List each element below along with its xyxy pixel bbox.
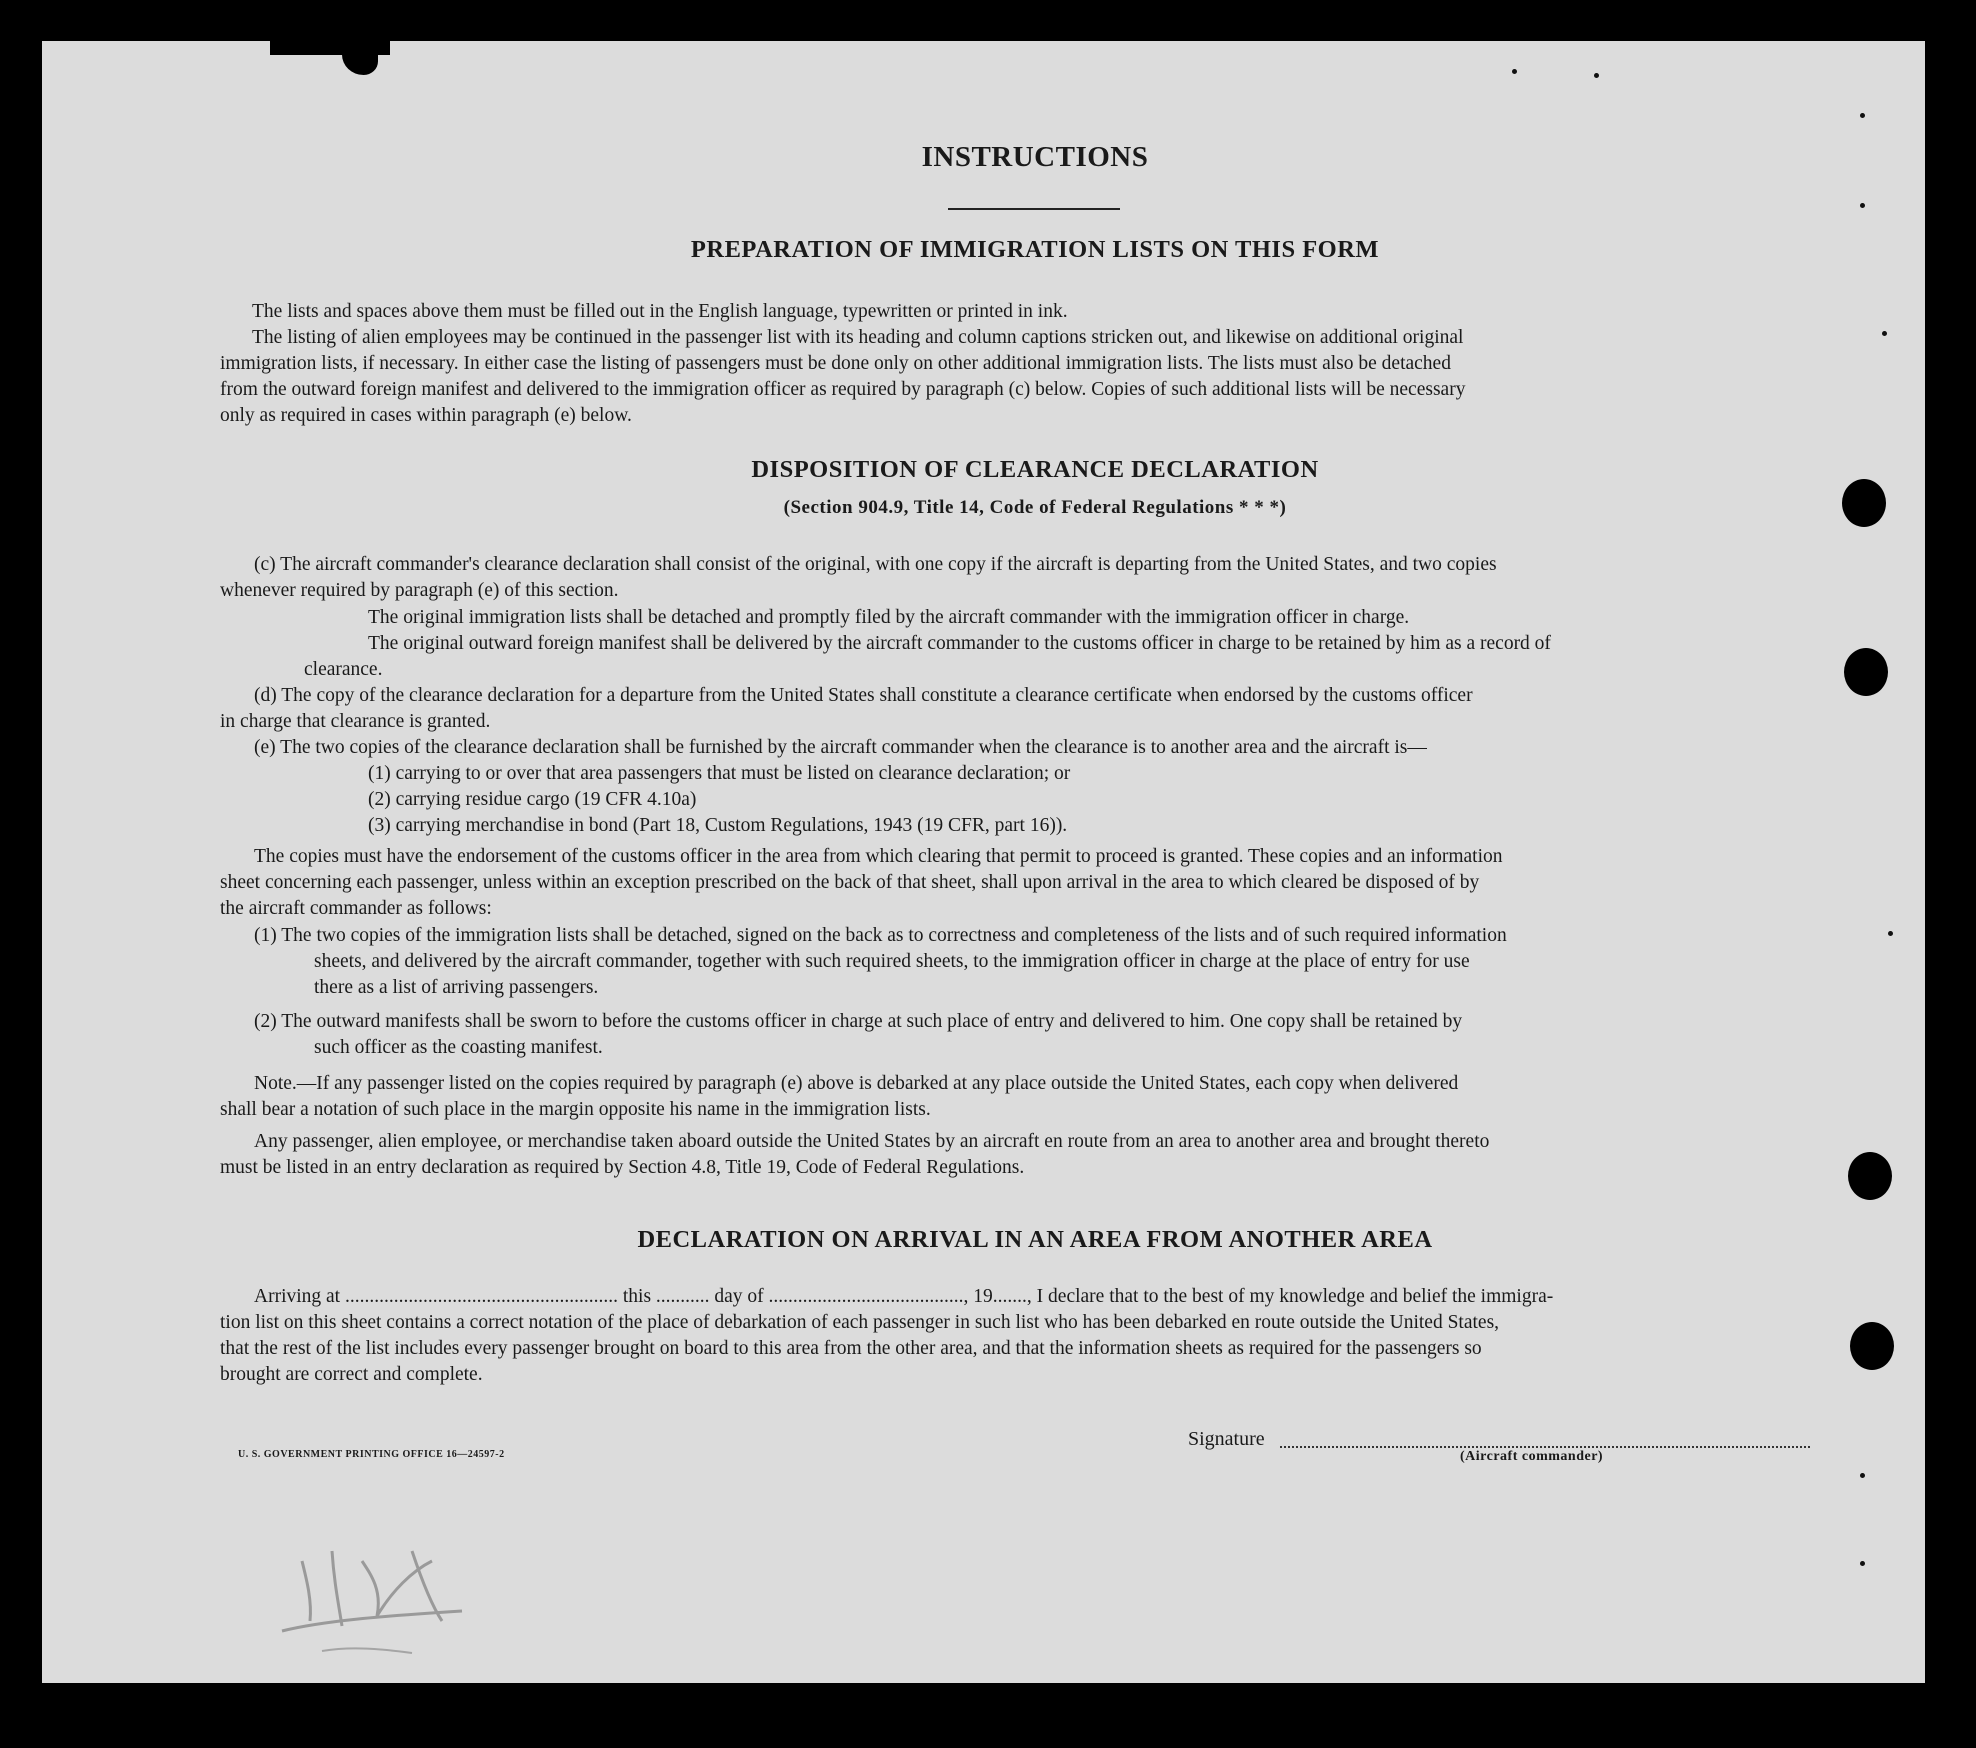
paragraph-c-immigration: The original immigration lists shall be detached and promptly filed by the aircraft commander with the immigration officer in charge. [368,607,1410,628]
paragraph-c [220,552,1812,604]
paragraph-copies [220,844,1812,922]
text-line: brought are correct and complete. [220,1364,483,1385]
text-line: The listing of alien employees may be continued in the passenger list with its heading and column captions stricken out, and likewise on additional original [252,327,1464,348]
paragraph-c-manifest [304,631,1812,683]
section3-heading: DECLARATION ON ARRIVAL IN AN AREA FROM ANOTHER AREA [637,1226,1433,1253]
text-line: The copies must have the endorsement of the customs officer in the area from which clearing that permit to proceed is granted. These copies and an information [254,846,1503,867]
text-line: clearance. [304,659,383,680]
text-line: The original outward foreign manifest shall be delivered by the aircraft commander to the customs officer in charge to be retained by him as a record of [368,633,1551,654]
text-line: (c) The aircraft commander's clearance declaration shall consist of the original, with one copy if the aircraft is departing from the United States, and two copies [254,554,1497,575]
text-line: (2) The outward manifests shall be sworn to before the customs officer in charge at such place of entry and delivered to him. One copy shall be retained by [254,1011,1463,1032]
text-line: shall bear a notation of such place in the margin opposite his name in the immigration lists. [220,1099,931,1120]
punch-hole [1850,1322,1894,1370]
title-rule [948,208,1120,210]
list-item: (2) carrying residue cargo (19 CFR 4.10a) [368,789,697,810]
paragraph-any [220,1129,1812,1181]
text-line: (d) The copy of the clearance declaration for a departure from the United States shall constitute a clearance certificate when endorsed by the customs officer [254,685,1473,706]
text-line: sheet concerning each passenger, unless within an exception prescribed on the back of that sheet, shall upon arrival in the area to which cleared be disposed of by [220,872,1480,893]
text-line: in charge that clearance is granted. [220,711,491,732]
text-line: from the outward foreign manifest and delivered to the immigration officer as required by paragraph (c) below. Copies of such additional lists will be necessary [220,379,1466,400]
text-line: immigration lists, if necessary. In either case the listing of passengers must be done only on other additional immigration lists. The lists must also be detached [220,353,1451,374]
section2-heading: DISPOSITION OF CLEARANCE DECLARATION [751,456,1319,483]
text-line: only as required in cases within paragraph (e) below. [220,405,632,426]
handwritten-mark [262,1521,522,1661]
torn-edge-notch [342,41,378,75]
section1-p1: The lists and spaces above them must be filled out in the English language, typewritten or printed in ink. [252,301,1068,322]
text-line: that the rest of the list includes every passenger brought on board to this area from the other area, and that the information sheets as required for the passengers so [220,1338,1482,1359]
speck [1512,69,1517,74]
text-line: Any passenger, alien employee, or merchandise taken aboard outside the United States by an aircraft en route from an area to another area and brought thereto [254,1131,1490,1152]
printer-line: U. S. GOVERNMENT PRINTING OFFICE 16—24597-2 [238,1449,505,1460]
signature-field[interactable] [1280,1434,1810,1448]
speck [1860,1473,1865,1478]
paragraph-e-items [368,761,1808,839]
text-line: tion list on this sheet contains a correct notation of the place of debarkation of each passenger in such list who has been debarked en route outside the United States, [220,1312,1500,1333]
arrival-declaration [220,1284,1812,1388]
text-line: sheets, and delivered by the aircraft commander, together with such required sheets, to the immigration officer in charge at the place of entry for use [314,951,1470,972]
speck [1888,931,1893,936]
text-line: (1) The two copies of the immigration lists shall be detached, signed on the back as to correctness and completeness of the lists and of such required information [254,925,1507,946]
text-line: Note.—If any passenger listed on the copies required by paragraph (e) above is debarked at any place outside the United States, each copy when delivered [254,1073,1459,1094]
signature-caption: (Aircraft commander) [1460,1449,1604,1464]
text-line: such officer as the coasting manifest. [314,1037,603,1058]
document-page [42,41,1925,1683]
paragraph-f1 [254,923,1812,1001]
speck [1860,1561,1865,1566]
list-item: (1) carrying to or over that area passengers that must be listed on clearance declaration; or [368,763,1071,784]
paragraph-f2 [254,1009,1812,1061]
text-line: the aircraft commander as follows: [220,898,492,919]
text-line: Arriving at ........................................................ this ........... day of ........................................, 19......., I declare that to the best of my knowledge and belief the immigra- [254,1286,1554,1307]
speck [1860,203,1865,208]
section2-subheading: (Section 904.9, Title 14, Code of Federal Regulations * * *) [783,497,1287,518]
signature-label: Signature [1188,1428,1265,1450]
text-line: whenever required by paragraph (e) of this section. [220,580,619,601]
text-line: must be listed in an entry declaration as required by Section 4.8, Title 19, Code of Federal Regulations. [220,1157,1025,1178]
speck [1594,73,1599,78]
section1-p2 [220,325,1812,429]
speck [1882,331,1887,336]
instructions-title: INSTRUCTIONS [921,141,1149,173]
list-item: (3) carrying merchandise in bond (Part 18, Custom Regulations, 1943 (19 CFR, part 16)). [368,815,1068,836]
paragraph-note [220,1071,1812,1123]
text-line: there as a list of arriving passengers. [314,977,599,998]
paragraph-d [220,683,1812,735]
punch-hole [1844,648,1888,696]
section1-heading: PREPARATION OF IMMIGRATION LISTS ON THIS FORM [690,236,1380,263]
punch-hole [1848,1152,1892,1200]
speck [1860,113,1865,118]
paragraph-e: (e) The two copies of the clearance declaration shall be furnished by the aircraft commander when the clearance is to another area and the aircraft is— [254,737,1427,758]
